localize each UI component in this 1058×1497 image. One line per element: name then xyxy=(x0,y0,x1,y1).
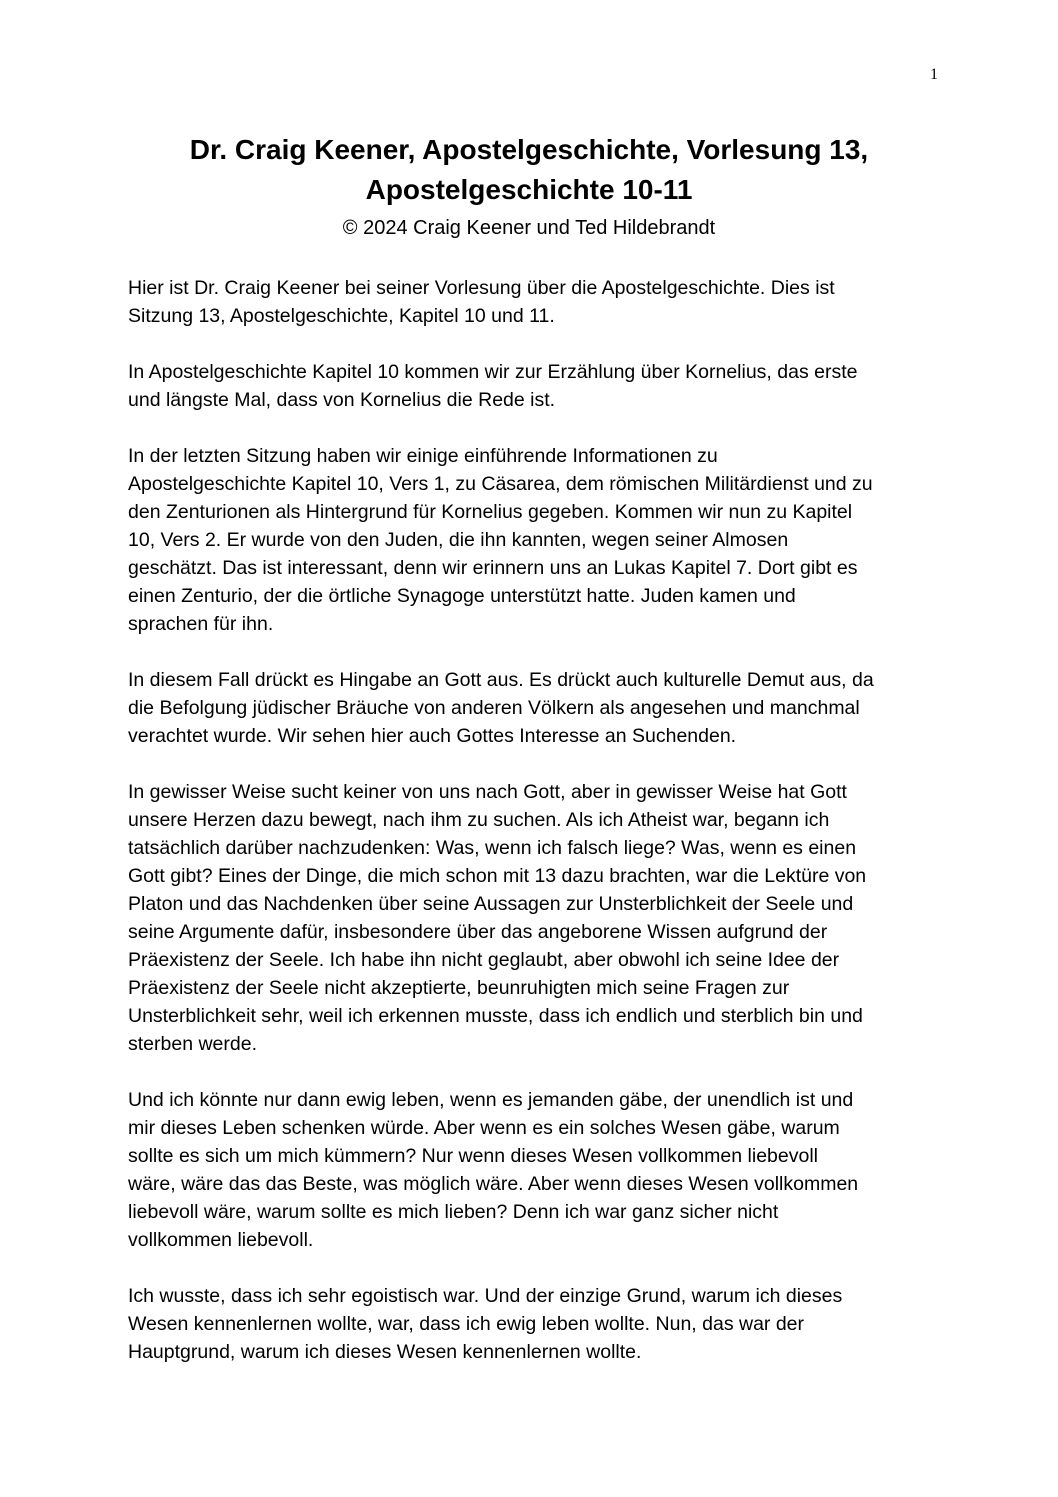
paragraph xyxy=(128,274,938,330)
paragraph-line: einen Zenturio, der die örtliche Synagoge unterstützt hatte. Juden kamen und xyxy=(128,585,796,607)
paragraph xyxy=(128,1086,938,1254)
copyright-notice: © 2024 Craig Keener und Ted Hildebrandt xyxy=(342,217,716,239)
paragraph xyxy=(128,778,938,1058)
paragraph-line: geschätzt. Das ist interessant, denn wir erinnern uns an Lukas Kapitel 7. Dort gibt es xyxy=(128,557,858,579)
paragraph-line: liebevoll wäre, warum sollte es mich lieben? Denn ich war ganz sicher nicht xyxy=(128,1201,779,1223)
paragraph-line: mir dieses Leben schenken würde. Aber wenn es ein solches Wesen gäbe, warum xyxy=(128,1117,840,1139)
document-title-line-1: Dr. Craig Keener, Apostelgeschichte, Vorlesung 13, xyxy=(189,134,869,165)
paragraph-line: In Apostelgeschichte Kapitel 10 kommen wir zur Erzählung über Kornelius, das erste xyxy=(128,361,858,383)
paragraph-line: sprachen für ihn. xyxy=(128,613,274,635)
document-title-block xyxy=(100,130,958,242)
paragraph-line: Wesen kennenlernen wollte, war, dass ich ewig leben wollte. Nun, das war der xyxy=(128,1313,805,1335)
paragraph-line: Apostelgeschichte Kapitel 10, Vers 1, zu Cäsarea, dem römischen Militärdienst und zu xyxy=(128,473,873,495)
paragraph-line: die Befolgung jüdischer Bräuche von anderen Völkern als angesehen und manchmal xyxy=(128,697,860,719)
paragraph-line: den Zenturionen als Hintergrund für Kornelius gegeben. Kommen wir nun zu Kapitel xyxy=(128,501,853,523)
paragraph-line: Gott gibt? Eines der Dinge, die mich schon mit 13 dazu brachten, war die Lektüre von xyxy=(128,865,867,887)
paragraph-line: Präexistenz der Seele. Ich habe ihn nicht geglaubt, aber obwohl ich seine Idee der xyxy=(128,949,840,971)
paragraph-line: Ich wusste, dass ich sehr egoistisch war. Und der einzige Grund, warum ich dieses xyxy=(128,1285,843,1307)
paragraph-line: Sitzung 13, Apostelgeschichte, Kapitel 10 und 11. xyxy=(128,305,555,327)
paragraph-line: In gewisser Weise sucht keiner von uns nach Gott, aber in gewisser Weise hat Gott xyxy=(128,781,847,803)
paragraph-line: Unsterblichkeit sehr, weil ich erkennen musste, dass ich endlich und sterblich bin und xyxy=(128,1005,863,1027)
paragraph-line: unsere Herzen dazu bewegt, nach ihm zu suchen. Als ich Atheist war, begann ich xyxy=(128,809,830,831)
document-body xyxy=(128,274,938,1394)
paragraph-line: vollkommen liebevoll. xyxy=(128,1229,314,1251)
paragraph-line: sollte es sich um mich kümmern? Nur wenn dieses Wesen vollkommen liebevoll xyxy=(128,1145,818,1167)
paragraph xyxy=(128,1282,938,1366)
paragraph-line: Hauptgrund, warum ich dieses Wesen kennenlernen wollte. xyxy=(128,1341,642,1363)
paragraph-line: 10, Vers 2. Er wurde von den Juden, die ihn kannten, wegen seiner Almosen xyxy=(128,529,789,551)
paragraph xyxy=(128,358,938,414)
paragraph xyxy=(128,666,938,750)
document-title-line-2: Apostelgeschichte 10-11 xyxy=(365,174,693,205)
paragraph-line: In der letzten Sitzung haben wir einige einführende Informationen zu xyxy=(128,445,718,467)
paragraph-line: seine Argumente dafür, insbesondere über das angeborene Wissen aufgrund der xyxy=(128,921,828,943)
paragraph-line: Platon und das Nachdenken über seine Aussagen zur Unsterblichkeit der Seele und xyxy=(128,893,854,915)
paragraph-line: In diesem Fall drückt es Hingabe an Gott aus. Es drückt auch kulturelle Demut aus, da xyxy=(128,669,874,691)
paragraph-line: tatsächlich darüber nachzudenken: Was, wenn ich falsch liege? Was, wenn es einen xyxy=(128,837,857,859)
paragraph-line: sterben werde. xyxy=(128,1033,257,1055)
page-number: 1 xyxy=(930,66,938,83)
paragraph-line: wäre, wäre das das Beste, was möglich wäre. Aber wenn dieses Wesen vollkommen xyxy=(128,1173,859,1195)
paragraph-line: Präexistenz der Seele nicht akzeptierte, beunruhigten mich seine Fragen zur xyxy=(128,977,790,999)
paragraph-line: Und ich könnte nur dann ewig leben, wenn es jemanden gäbe, der unendlich ist und xyxy=(128,1089,854,1111)
paragraph xyxy=(128,442,938,638)
paragraph-line: Hier ist Dr. Craig Keener bei seiner Vorlesung über die Apostelgeschichte. Dies ist xyxy=(128,277,835,299)
paragraph-line: verachtet wurde. Wir sehen hier auch Gottes Interesse an Suchenden. xyxy=(128,725,737,747)
paragraph-line: und längste Mal, dass von Kornelius die Rede ist. xyxy=(128,389,556,411)
